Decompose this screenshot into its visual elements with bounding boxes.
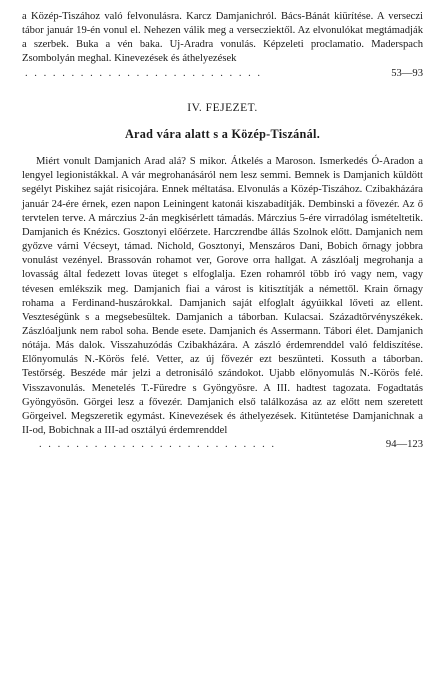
chapter-number: IV. FEJEZET. <box>187 101 258 114</box>
previous-chapter-text: a Közép-Tiszához való felvonulásra. Karcz Damjanichról. Bács-Bánát kiürítése. A verseczi tábor január 19-én vonul el. Nehezen válik meg a versecziektől. Az elvonulókat megtámadják a szerbek. Buka a vén baka. Uj-Aradra vonulás. Képzeleti proclamatio. Maderspach Zsombolyán meghal. Kinevezések és áthelyezések <box>22 11 423 65</box>
chapter-summary-pages: 94—123 <box>385 439 423 451</box>
chapter-title: Arad vára alatt s a Közép-Tiszánál. <box>124 126 321 141</box>
previous-chapter-pages: 53—93 <box>391 67 423 79</box>
dot-leader: . . . . . . . . . . . . . . . . . . . . . . . . . . <box>39 439 277 451</box>
chapter-summary-text: Miért vonult Damjanich Arad alá? S mikor. Átkelés a Maroson. Ismerkedés Ó-Aradon a lengyel legionistákkal. A vár megrohanásáról nem lesz semmi. Bemnek is Damjanich küldött segélyt Piskihez saját risicojára. Ennek méltatása. Elvonulás a Közép-Tiszához. Czibakházára január 24-ére érnek, ezen napon Leiningent katonái kiszabadítják. Dembinski a fővezér. Az ő tervtelen terve. A márczius 2-án megkisérlett támadás. Márczius 5-ére virradólag ismételtetik. Damjanich és Knézics. Gosztonyi előérzete. Harczrendbe állás Szolnok előtt. Damjanich nem győzve várni Vécseyt, támad. Nichold, Gosztonyi, Menszáros Dani, Bobich őrnagy jobbra vonulást vezényel. Brassován rohamot ver, Gorove orra hallgat. A zászlóalj megrohanja a lovasság által fedezett lovas üteget s elfoglalja. Ezen rohamról több író vagy nem, vagy tévesen emlékszik meg. Damjanich fiai a várost is kitisztítják a némettől. Krain őrnagy rohama a Ferdinand-huszárokkal. Damjanich saját elfoglalt ágyúikkal lőveti az ellent. Veszteségünk s a megsebesültek. Damjanich a táborban. Kulacsai. Századtörvényszékek. Zászlóaljunk nem rabol soha. Bende esete. Damjanich és Assermann. Tábori élet. Damjanich nótája. Más dalok. Visszahuzódás Czibakházára. A zászló érdemrenddel való feldiszítése. Előnyomulás N.-Körös felé. Vetter, az új fővezér ezt beszünteti. Kossuth a táborban. Testőrség. Beszéde már jelzi a detronisáló szándokot. Ujabb előnyomulás N.-Körös felé. Visszavonulás. Menetelés T.-Füredre s Gyöngyösre. A III. hadtest tagozata. Fogadtatás Gyöngyösön. Görgei lesz a fővezér. Damjanich első találkozása az az előtt nem szeretett Görgeivel. Megszeretik egymást. Kinevezések és áthelyezések. Kitüntetése Damjanichnak a II-od, Bobichnak a III-ad osztályú érdemrenddel <box>22 156 423 437</box>
chapter-summary <box>22 155 423 452</box>
dot-leader: . . . . . . . . . . . . . . . . . . . . . . . . . . <box>25 67 263 79</box>
previous-chapter-leader <box>22 67 423 81</box>
chapter-summary-leader <box>22 438 423 452</box>
previous-chapter-summary <box>22 10 423 81</box>
